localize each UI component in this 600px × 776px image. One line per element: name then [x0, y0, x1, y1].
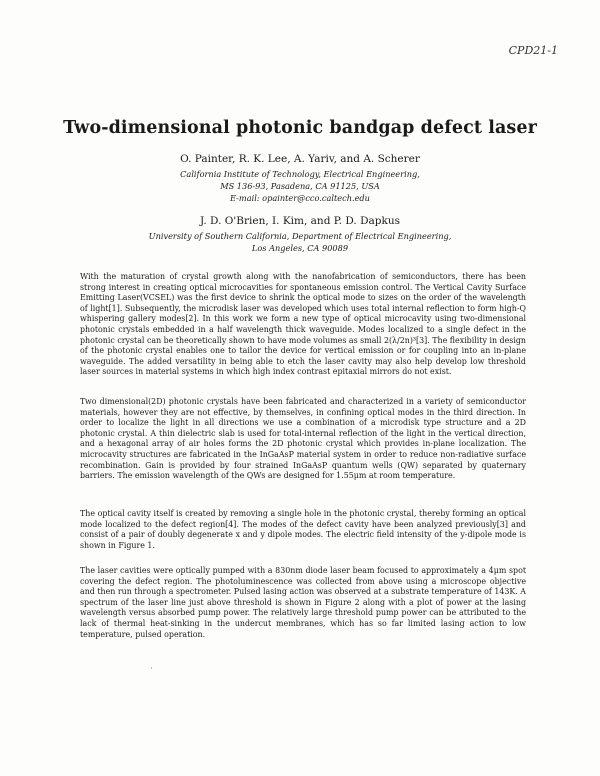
- affiliation-1-line-2: MS 136-93, Pasadena, CA 91125, USA: [220, 181, 380, 191]
- body-paragraph-4: The laser cavities were optically pumped with a 830nm diode laser beam focused to approximately a 4μm spot covering the defect region. The photoluminescence was collected from above using a microscope objective and then run through a spectrometer. Pulsed lasing action was observed at a substrate temperature of 143K. A spectrum of the laser line just above threshold is shown in Figure 2 along with a plot of power at the lasing wavelength versus absorbed pump power. The relatively large threshold pump power can be attributed to the lack of thermal heat-sinking in the undercut membranes, which has so far limited lasing action to low temperature, pulsed operation.: [80, 566, 526, 639]
- author-list-1: O. Painter, R. K. Lee, A. Yariv, and A. Scherer: [180, 153, 420, 165]
- affiliation-2-line-2: Los Angeles, CA 90089: [251, 243, 349, 253]
- page-code: CPD21-1: [508, 44, 558, 57]
- body-paragraph-2: Two dimensional(2D) photonic crystals have been fabricated and characterized in a variety of semiconductor materials, however they are not effective, by themselves, in confining optical modes in the third direction. In order to localize the light in all directions we use a combination of a microdisk type structure and a 2D photonic crystal. A thin dielectric slab is used for total-internal reflection of the light in the vertical direction, and a hexagonal array of air holes forms the 2D photonic crystal which provides in-plane localization. The microcavity structures are fabricated in the InGaAsP material system in order to reduce non-radiative surface recombination. Gain is provided by four strained InGaAsP quantum wells (QW) separated by quaternary barriers. The emission wavelength of the QWs are designed for 1.55μm at room temperature.: [80, 397, 526, 481]
- affiliation-2-line-1: University of Southern California, Department of Electrical Engineering,: [148, 231, 452, 241]
- paper-title: Two-dimensional photonic bandgap defect laser: [63, 118, 537, 138]
- body-paragraph-1: With the maturation of crystal growth along with the nanofabrication of semiconductors, there has been strong interest in creating optical microcavities for spontaneous emission control. The Vertical Cavity Surface Emitting Laser(VCSEL) was the first device to shrink the optical mode to sizes on the order of the wavelength of light[1]. Subsequently, the microdisk laser was developed which uses total internal reflection to form high-Q whispering gallery modes[2]. In this work we form a new type of optical microcavity using two-dimensional photonic crystals embedded in a half wavelength thick waveguide. Modes localized to a single defect in the photonic crystal can be theoretically shown to have mode volumes as small 2(λ/2n)³[3]. The flexibility in design of the photonic crystal enables one to tailor the device for vertical emission or for coupling into an in-plane waveguide. The added versatility in being able to etch the laser cavity may also help develop low threshold laser sources in material systems in which high index contrast epitaxial mirrors do not exist.: [80, 272, 526, 377]
- author-email: E-mail: opainter@cco.caltech.edu: [230, 193, 370, 203]
- author-list-2: J. D. O'Brien, I. Kim, and P. D. Dapkus: [199, 215, 400, 227]
- body-paragraph-3: The optical cavity itself is created by removing a single hole in the photonic crystal, thereby forming an optical mode localized to the defect region[4]. The modes of the defect cavity have been analyzed previously[3] and consist of a pair of doubly degenerate x and y dipole modes. The electric field intensity of the y-dipole mode is shown in Figure 1.: [80, 509, 526, 550]
- scan-speck: ·: [150, 664, 153, 674]
- affiliation-1-line-1: California Institute of Technology, Electrical Engineering,: [180, 169, 420, 179]
